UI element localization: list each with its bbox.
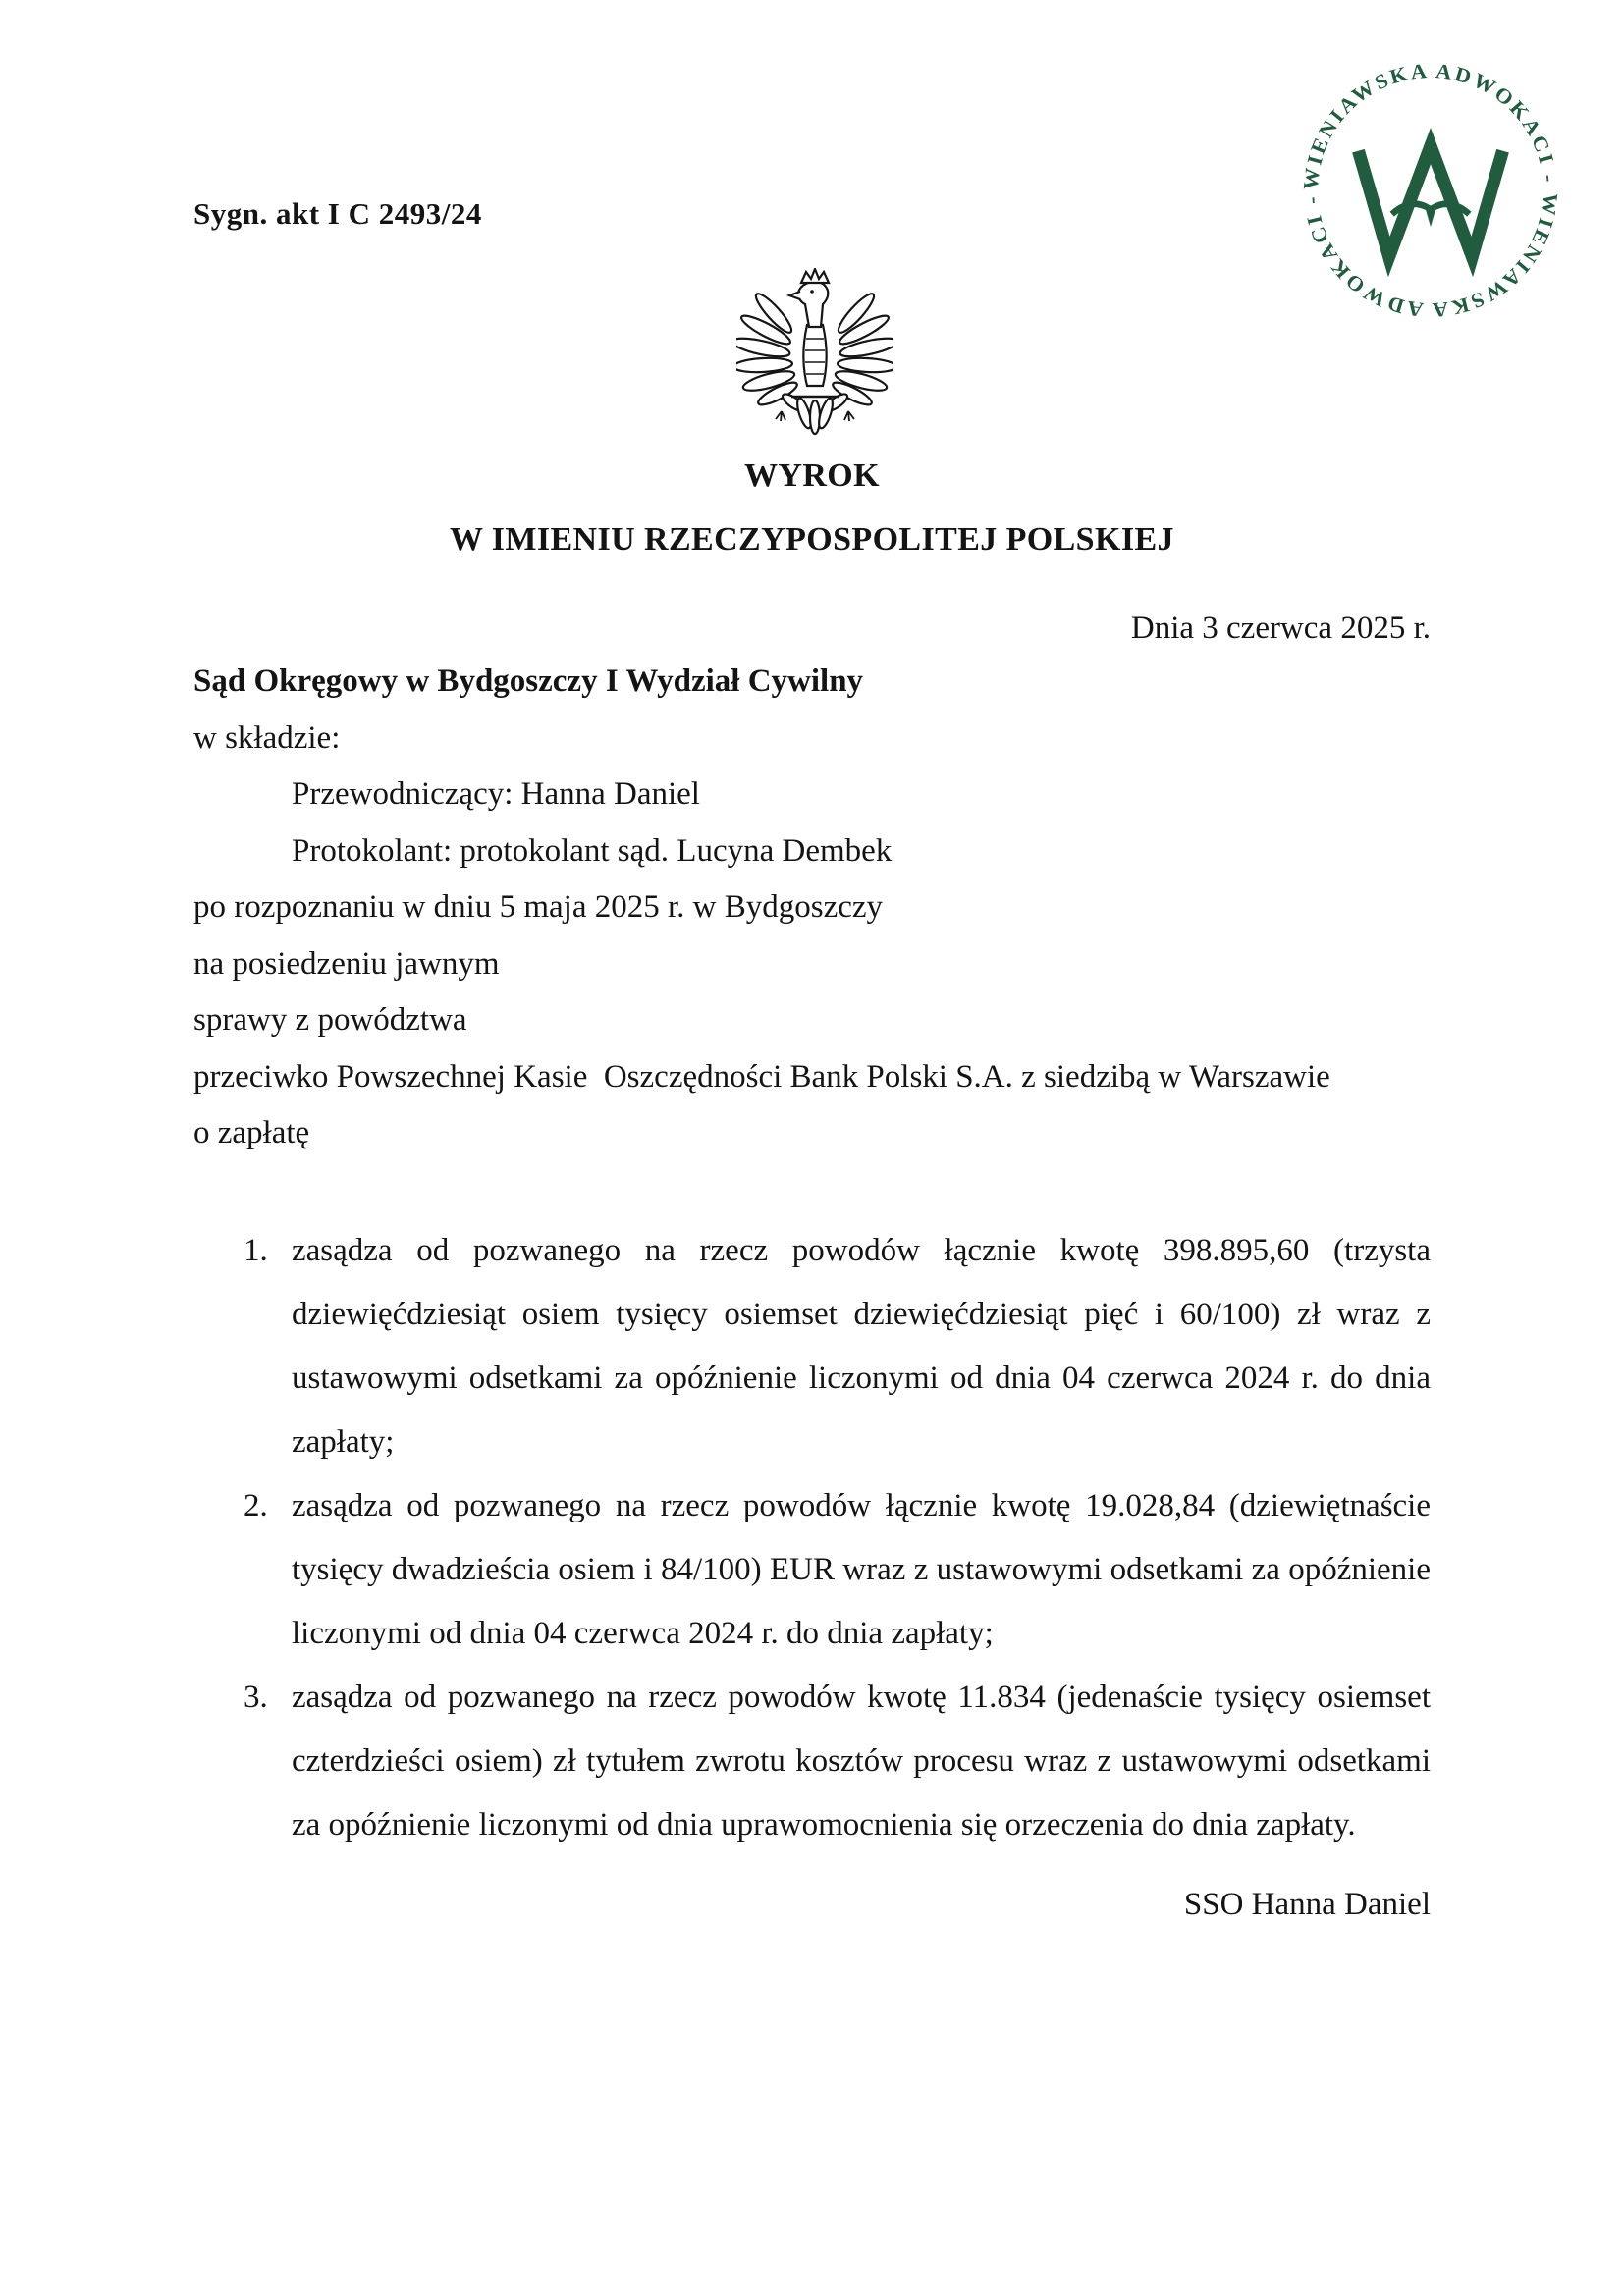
logo-circular-text: WIENIAWSKA ADWOKACI - WIENIAWSKA ADWOKACI -: [1298, 59, 1563, 323]
law-firm-logo: [1297, 57, 1564, 324]
ruling-text: zasądza od pozwanego na rzecz powodów kwotę 11.834 (jedenaście tysięcy osiemset czterdzieści osiem) zł tytułem zwrotu kosztów procesu wraz z ustawowymi odsetkami za opóźnienie liczonymi od dnia uprawomocnienia się orzeczenia do dnia zapłaty.: [292, 1680, 1431, 1842]
defendant-line: przeciwko Powszechnej Kasie Oszczędności Bank Polski S.A. z siedzibą w Warszawie: [193, 1058, 1330, 1095]
ruling-number: 3.: [244, 1680, 268, 1715]
claim-subject-line: o zapłatę: [193, 1115, 310, 1150]
judge-signature: SSO Hanna Daniel: [1183, 1887, 1431, 1922]
judgment-title-block: [193, 444, 1431, 571]
presiding-judge-line: Przewodniczący: Hanna Daniel: [292, 776, 700, 812]
judgment-title: WYROK: [744, 457, 880, 494]
polish-eagle-icon: [736, 268, 893, 437]
ruling-text: zasądza od pozwanego na rzecz powodów łącznie kwotę 398.895,60 (trzysta dziewięćdziesiąt osiem tysięcy osiemset dziewięćdziesiąt pięć i 60/100) zł wraz z ustawowymi odsetkami za opóźnienie liczonymi od dnia 04 czerwca 2024 r. do dnia zapłaty;: [292, 1233, 1431, 1460]
ruling-item: [193, 1666, 1431, 1857]
composition-label: w składzie:: [193, 720, 341, 756]
court-header-block: [193, 654, 1462, 1162]
ruling-item: [193, 1474, 1431, 1666]
claim-origin-line: sprawy z powództwa: [193, 1002, 467, 1038]
wa-monogram-icon: [1358, 146, 1502, 257]
ruling-number: 2.: [244, 1488, 268, 1523]
case-number: Sygn. akt I C 2493/24: [193, 196, 482, 231]
court-name: Sąd Okręgowy w Bydgoszczy I Wydział Cywilny: [193, 664, 864, 699]
judgment-subtitle: W IMIENIU RZECZYPOSPOLITEJ POLSKIEJ: [450, 521, 1174, 558]
ruling-number: 1.: [244, 1233, 268, 1268]
hearing-date-line: po rozpoznaniu w dniu 5 maja 2025 r. w Bydgoszczy: [193, 889, 884, 925]
ruling-item: [193, 1219, 1431, 1474]
judgment-date: Dnia 3 czerwca 2025 r.: [1130, 611, 1431, 646]
session-type-line: na posiedzeniu jawnym: [193, 945, 500, 982]
rulings-list: [193, 1219, 1431, 1857]
court-clerk-line: Protokolant: protokolant sąd. Lucyna Dembek: [292, 832, 893, 869]
ruling-text: zasądza od pozwanego na rzecz powodów łącznie kwotę 19.028,84 (dziewiętnaście tysięcy dwadzieścia osiem i 84/100) EUR wraz z ustawowymi odsetkami za opóźnienie liczonymi od dnia 04 czerwca 2024 r. do dnia zapłaty;: [292, 1488, 1431, 1651]
